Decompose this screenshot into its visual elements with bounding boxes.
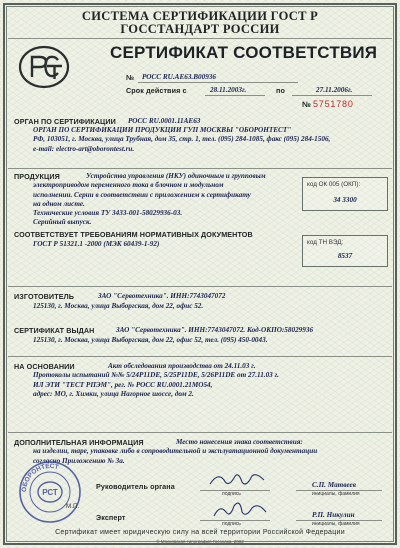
rst-logo-icon: [18, 45, 70, 89]
okp-label: код ОК 005 (ОКП):: [307, 181, 361, 188]
tnved-code: 8537: [337, 252, 353, 260]
printer-note: © Московская типография Госзнака. 2002: [156, 539, 244, 544]
manufacturer-name: ЗАО "Сервотехника". ИНН:7743047072: [98, 292, 226, 300]
expert-name-caption: инициалы, фамилия: [312, 521, 360, 527]
valid-from: 28.11.2003г.: [210, 86, 247, 94]
valid-from-underline: [205, 95, 265, 96]
expert-signature-icon: [212, 500, 268, 520]
product-label: ПРОДУКЦИЯ: [14, 172, 60, 181]
head-sig-caption: подпись: [222, 491, 241, 497]
additional-label: ДОПОЛНИТЕЛЬНАЯ ИНФОРМАЦИЯ: [14, 438, 144, 447]
serial-prefix: №: [302, 100, 312, 109]
additional-text: согласно Приложению № 3а.: [33, 456, 125, 465]
normative-label: СООТВЕТСТВУЕТ ТРЕБОВАНИЯМ НОРМАТИВНЫХ ДОКУМЕНТОВ: [14, 230, 253, 239]
number-underline: [138, 82, 298, 83]
issued-label: СЕРТИФИКАТ ВЫДАН: [14, 326, 95, 335]
organ-code: РОСС RU.0001.11AE63: [128, 117, 201, 125]
organ-details: [33, 126, 330, 154]
valid-to-label: по: [276, 86, 285, 95]
certificate-number: РОСС RU.AE63.B00936: [142, 73, 216, 81]
basis-line: Акт обследования производства от 24.11.03 г.: [108, 362, 256, 370]
header-divider: [8, 38, 392, 39]
validity-label: Срок действия с: [126, 86, 187, 95]
manufacturer-label: ИЗГОТОВИТЕЛЬ: [14, 292, 74, 301]
expert-sig-caption: подпись: [222, 521, 241, 527]
certificate-title: СЕРТИФИКАТ СООТВЕТСТВИЯ: [110, 43, 378, 62]
valid-to-underline: [292, 95, 372, 96]
basis-line: адрес: МО, г. Химки, улица Нагорное шоссе, дом 2.: [33, 389, 194, 398]
head-signature-icon: [208, 470, 268, 490]
product-line: Устройства управления (НКУ) одиночным и групповым: [86, 172, 266, 180]
product-intro: [86, 172, 266, 181]
basis-details: [33, 371, 279, 399]
product-details: [33, 181, 251, 227]
seal-logo-text: РСТ: [42, 488, 58, 497]
head-name: С.П. Матвеев: [312, 481, 356, 489]
section-divider: [8, 168, 392, 169]
tnved-code-box: [302, 235, 388, 267]
tnved-label: код ТН ВЭД:: [307, 239, 344, 246]
product-line: Серийный выпуск.: [33, 218, 92, 227]
seal-text: ОБОРОНТЕСТ: [20, 462, 60, 493]
head-label: Руководитель органа: [96, 482, 175, 491]
issued-address: 125130, г. Москва, улица Выборгская, дом 22, офис 52, тел. (095) 450-0043.: [33, 336, 268, 344]
basis-label: НА ОСНОВАНИИ: [14, 362, 75, 371]
additional-text: на изделии, таре, упаковке либо в сопроводительной и эксплуатационной документации: [33, 447, 318, 456]
system-title: СИСТЕМА СЕРТИФИКАЦИИ ГОСТ Р: [81, 9, 319, 23]
product-line: Технические условия ТУ 3433-001-58029936-03.: [33, 209, 183, 218]
number-label: №: [126, 73, 135, 82]
additional-text: Место нанесения знака соответствия:: [176, 438, 303, 446]
issued-name: ЗАО "Сервотехника". ИНН:7743047072. Код-ОКПО:58029936: [116, 326, 314, 334]
product-line: электроприводом переменного тока в блочном и модульном: [33, 181, 224, 190]
expert-name: Р.П. Никулин: [312, 511, 355, 519]
section-divider: [8, 432, 392, 433]
organ-label: ОРГАН ПО СЕРТИФИКАЦИИ: [14, 117, 116, 126]
mp-label: М.П.: [66, 503, 80, 510]
serial-number: 5751780: [313, 99, 354, 109]
organ-line: ОРГАН ПО СЕРТИФИКАЦИИ ПРОДУКЦИИ ГУП МОСКВЫ "ОБОРОНТЕСТ": [33, 126, 292, 134]
organ-line: e-mail: electro-art@oborontest.ru.: [33, 144, 135, 153]
manufacturer-address: 125130, г. Москва, улица Выборгская, дом 22, офис 52.: [33, 302, 204, 310]
agency-title: ГОССТАНДАРТ РОССИИ: [120, 22, 280, 36]
normative-value: ГОСТ Р 51321.1 -2000 (МЭК 60439-1-92): [33, 240, 160, 248]
okp-code-box: [302, 177, 388, 211]
okp-code: 34 3300: [333, 196, 357, 204]
product-line: исполнении. Серии в соответствии с приложением к сертификату: [33, 190, 251, 199]
valid-to: 27.11.2006г.: [316, 86, 353, 94]
basis-line: Протоколы испытаний №№ 5/24Р11DE, 5/25Р11DE, 5/26Р11DE от 27.11.03 г.: [33, 371, 279, 380]
legal-note: Сертификат имеет юридическую силу на всей территории Российской Федерации: [55, 529, 345, 536]
organ-line: РФ, 103051, г. Москва, улица Трубная, дом 35, стр. 1, тел. (095) 284-1085, факс (095) 284-1506,: [33, 135, 331, 144]
head-name-caption: инициалы, фамилия: [312, 491, 360, 497]
section-divider: [8, 286, 392, 287]
expert-label: Эксперт: [96, 513, 126, 522]
seal-stamp-icon: [18, 460, 82, 524]
section-divider: [8, 356, 392, 357]
product-line: на одном листе.: [33, 199, 85, 208]
basis-line: ИЛ ЭТИ "ТЕСТ РПЭМ", рег. № РОСС RU.0001.21MO54,: [33, 380, 213, 389]
